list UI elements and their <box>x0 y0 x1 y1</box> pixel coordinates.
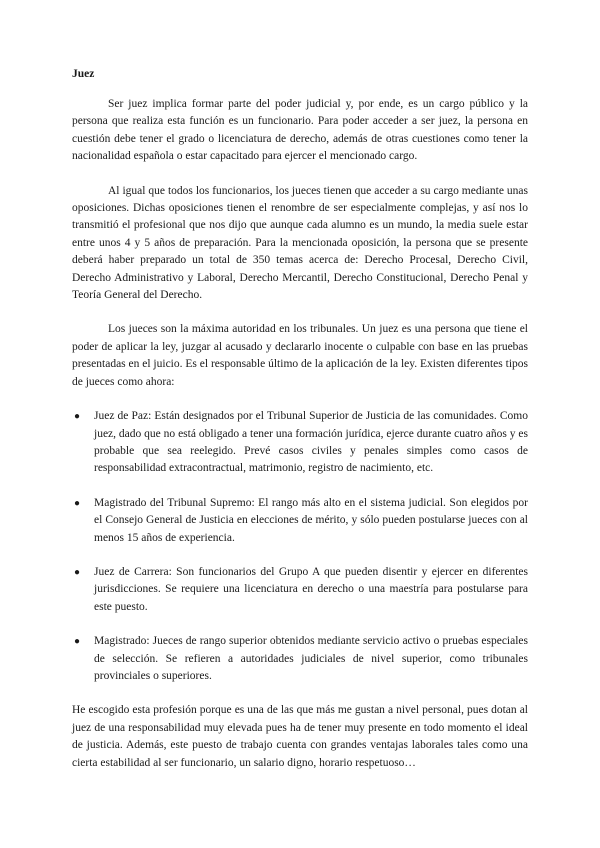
paragraph-oposiciones: Al igual que todos los funcionarios, los jueces tienen que acceder a su cargo mediante unas oposiciones. Dichas oposiciones tienen el renombre de ser especialmente complejas, y así nos lo transmitió el profesional que nos dijo que aunque cada alumno es un mundo, la media suele estar entre unos 4 y 5 años de preparación. Para la mencionada oposición, la persona que se presente deberá haber preparado un total de 350 temas acerca de: Derecho Procesal, Derecho Civil, Derecho Administrativo y Laboral, Derecho Mercantil, Derecho Constitucional, Derecho Penal y Teoría General del Derecho. <box>72 184 528 302</box>
list-item-text: Juez de Paz: Están designados por el Tribunal Superior de Justicia de las comunidades. Como juez, dado que no está obligado a tener una formación jurídica, ejerce durante cuatro años y es probable que sea reelegido. Prevé casos civiles y penales simples como casos de responsabilidad extracontractual, matrimonio, registro de nacimiento, etc. <box>94 410 528 475</box>
paragraph-tipos: Los jueces son la máxima autoridad en los tribunales. Un juez es una persona que tiene el poder de aplicar la ley, juzgar al acusado y declararlo inocente o culpable con base en las pruebas presentadas en el juicio. Es el responsable último de la aplicación de la ley. Existen diferentes tipos de jueces como ahora: <box>72 323 528 388</box>
list-item-text: Magistrado: Jueces de rango superior obtenidos mediante servicio activo o pruebas especiales de selección. Se refieren a autoridades judiciales de nivel superior, como tribunales provinciales o superiores. <box>94 635 528 682</box>
list-item <box>74 564 528 616</box>
bullet-icon: ● <box>74 497 81 509</box>
paragraph-intro: Ser juez implica formar parte del poder judicial y, por ende, es un cargo público y la persona que realiza esta función es un funcionario. Para poder acceder a ser juez, la persona en cuestión debe tener el grado o licenciatura de derecho, además de otras cuestiones como tener la nacionalidad española o estar capacitado para ejercer el mencionado cargo. <box>72 98 528 163</box>
list-item-text: Magistrado del Tribunal Supremo: El rango más alto en el sistema judicial. Son elegidos por el Consejo General de Justicia en elecciones de mérito, y sólo pueden postularse jueces con al menos 15 años de experiencia. <box>94 496 528 544</box>
paragraph-closing: He escogido esta profesión porque es una de las que más me gustan a nivel personal, pues dotan al juez de una responsabilidad muy elevada pues ha de tener muy presente en todo momento el ideal de justicia. Además, este puesto de trabajo cuenta con grandes ventajas laborales tales como una cierta estabilidad al ser funcionario, un salario digno, horario respetuoso… <box>72 704 528 769</box>
document-title: Juez <box>72 68 95 80</box>
bullet-icon: ● <box>74 566 81 578</box>
list-item-text: Juez de Carrera: Son funcionarios del Grupo A que pueden disentir y ejercer en diferentes jurisdicciones. Se requiere una licenciatura en derecho o una maestría para postularse para este puesto. <box>94 565 528 613</box>
judge-types-list <box>72 408 528 685</box>
list-item <box>74 408 528 478</box>
bullet-icon: ● <box>74 636 81 648</box>
list-item <box>74 633 528 685</box>
bullet-icon: ● <box>74 411 81 423</box>
list-item <box>74 495 528 547</box>
